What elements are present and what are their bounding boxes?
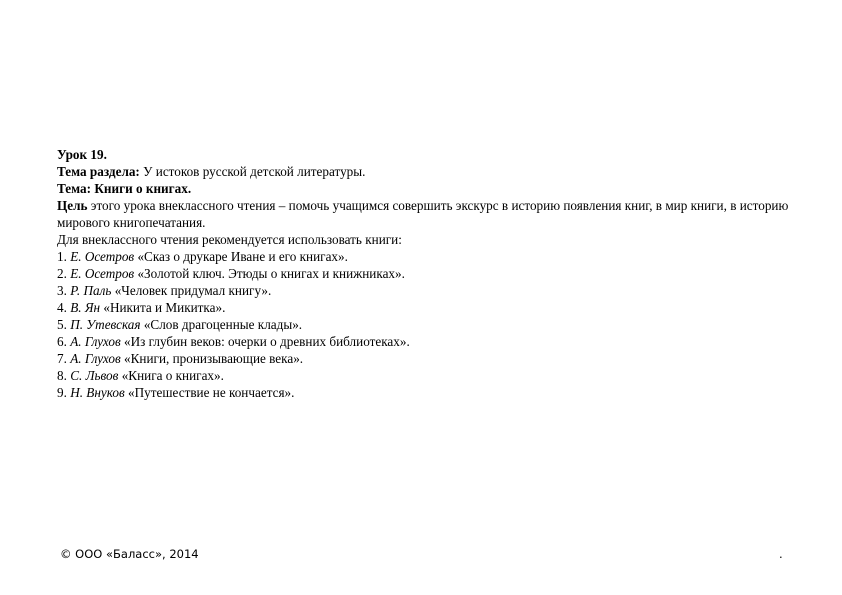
list-item [57, 367, 797, 384]
book-title: «Книги, пронизывающие века». [120, 351, 304, 366]
book-author: Н. Внуков [70, 385, 125, 400]
lesson-goal [57, 197, 797, 231]
list-item [57, 384, 797, 401]
page-mark: . [779, 547, 783, 561]
copyright-footer: © ООО «Баласс», 2014 [60, 547, 199, 561]
book-title: «Золотой ключ. Этюды о книгах и книжниках». [134, 266, 405, 281]
list-item [57, 282, 797, 299]
book-author: С. Львов [70, 368, 119, 383]
lesson-number: Урок 19. [57, 147, 107, 162]
book-list [57, 248, 797, 401]
book-title: «Человек придумал книгу». [111, 283, 272, 298]
book-title: «Путешествие не кончается». [124, 385, 295, 400]
section-theme-label: Тема раздела: [57, 164, 140, 179]
item-number: 1. [57, 249, 71, 264]
book-author: Е. Осетров [70, 249, 135, 264]
item-number: 8. [57, 368, 71, 383]
section-theme-text: У истоков русской детской литературы. [139, 164, 366, 179]
book-author: Е. Осетров [70, 266, 135, 281]
reading-intro: Для внеклассного чтения рекомендуется использовать книги: [57, 232, 402, 247]
list-item [57, 350, 797, 367]
book-title: «Слов драгоценные клады». [140, 317, 303, 332]
item-number: 2. [57, 266, 71, 281]
book-title: «Никита и Микитка». [100, 300, 226, 315]
list-item [57, 299, 797, 316]
item-number: 7. [57, 351, 71, 366]
book-author: А. Глухов [70, 351, 121, 366]
book-author: Р. Паль [70, 283, 112, 298]
item-number: 4. [57, 300, 71, 315]
book-title: «Из глубин веков: очерки о древних библиотеках». [120, 334, 410, 349]
book-author: П. Утевская [70, 317, 141, 332]
book-title: «Книга о книгах». [118, 368, 224, 383]
list-item [57, 248, 797, 265]
goal-label: Цель [57, 198, 88, 213]
item-number: 6. [57, 334, 71, 349]
item-number: 3. [57, 283, 71, 298]
document-body [57, 146, 797, 401]
list-item [57, 265, 797, 282]
book-author: В. Ян [70, 300, 101, 315]
list-item [57, 316, 797, 333]
goal-text: этого урока внеклассного чтения – помочь учащимся совершить экскурс в историю появления книг, в мир книги, в историю мирового книгопечатания. [57, 198, 789, 230]
list-item [57, 333, 797, 350]
lesson-topic: Тема: Книги о книгах. [57, 181, 192, 196]
item-number: 9. [57, 385, 71, 400]
book-author: А. Глухов [70, 334, 121, 349]
item-number: 5. [57, 317, 71, 332]
book-title: «Сказ о друкаре Иване и его книгах». [134, 249, 348, 264]
section-theme [57, 163, 797, 180]
